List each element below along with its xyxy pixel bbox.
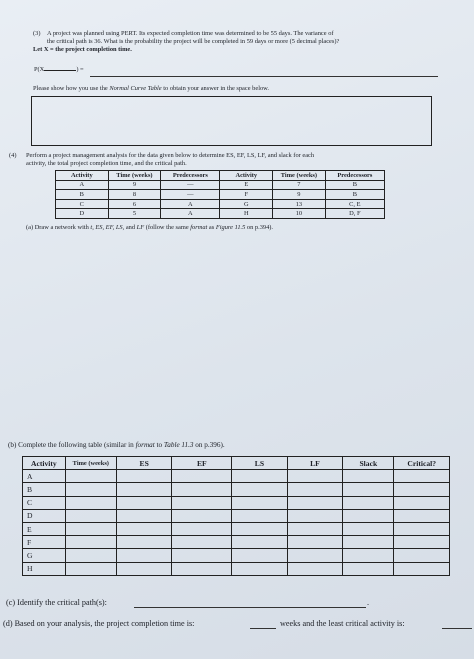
q3-line2: the critical path is 36. What is the probability the project will be completed in 59 days or more (5 decimal places)? [47, 38, 340, 45]
table-row: B [23, 483, 450, 496]
q3-line3: Let X = the project completion time. [33, 46, 132, 53]
table-row: E [23, 522, 450, 535]
part-b-instruction: (b) Complete the following table (similar in format to Table 11.3 on p.396). [8, 441, 225, 449]
col-critical: Critical? [394, 457, 450, 470]
probability-expression [34, 67, 84, 73]
part-d-mid: weeks and the least critical activity is: [280, 619, 405, 628]
col-activity: Activity [23, 457, 66, 470]
col-lf: LF [287, 457, 343, 470]
table-row: D [23, 509, 450, 522]
prob-blank[interactable] [44, 70, 76, 71]
part-d-prefix: (d) Based on your analysis, the project completion time is: [3, 619, 195, 628]
col-predecessors: Predecessors [161, 171, 220, 181]
table-row: A 9 — E 7 B [56, 180, 385, 190]
prob-prefix: P(X [34, 66, 45, 73]
col-ls: LS [232, 457, 288, 470]
table-row: C 6 A G 13 C, E [56, 199, 385, 209]
table-row: G [23, 549, 450, 562]
q3-line1: A project was planned using PERT. Its expected completion time was determined to be 55 days. The variance of [47, 30, 334, 37]
table-header-row [23, 457, 450, 470]
table-row: D 5 A H 10 D, F [56, 209, 385, 219]
prob-answer-line[interactable] [90, 76, 438, 77]
col-es: ES [116, 457, 172, 470]
part-c-label: (c) Identify the critical path(s): [6, 598, 107, 607]
q3-instruction: Please show how you use the Normal Curve Table to obtain your answer in the space below. [33, 85, 269, 92]
activity-data-table [55, 170, 385, 219]
table-row: H [23, 562, 450, 575]
critical-path-answer-line[interactable] [134, 607, 366, 608]
q4-number: (4) [9, 152, 17, 159]
col-ef: EF [172, 457, 232, 470]
q4-line1: Perform a project management analysis for the data given below to determine ES, EF, LS, LF, and slack for each [26, 152, 315, 159]
q4-line2: activity, the total project completion time, and the critical path. [26, 160, 187, 167]
prob-suffix: ) = [76, 66, 84, 73]
col-activity-2: Activity [220, 171, 273, 181]
part-c-end: . [367, 598, 370, 607]
col-predecessors-2: Predecessors [325, 171, 384, 181]
table-row: B 8 — F 9 B [56, 190, 385, 200]
part-a-instruction: (a) Draw a network with t, ES, EF, LS, and LF (follow the same format as Figure 11.5 on p.394). [26, 224, 274, 231]
q3-number: (3) [33, 30, 41, 37]
col-time-2: Time (weeks) [273, 171, 326, 181]
table-row: F [23, 536, 450, 549]
analysis-table [22, 456, 450, 576]
col-slack: Slack [343, 457, 394, 470]
col-activity: Activity [56, 171, 109, 181]
q3-answer-box[interactable] [31, 96, 432, 146]
col-time: Time (weeks) [108, 171, 161, 181]
completion-time-answer-line[interactable] [250, 628, 276, 629]
table-row: A [23, 470, 450, 483]
table-row: C [23, 496, 450, 509]
table-header-row [56, 171, 385, 181]
least-critical-answer-line[interactable] [442, 628, 472, 629]
col-time: Time (weeks) [65, 457, 116, 470]
